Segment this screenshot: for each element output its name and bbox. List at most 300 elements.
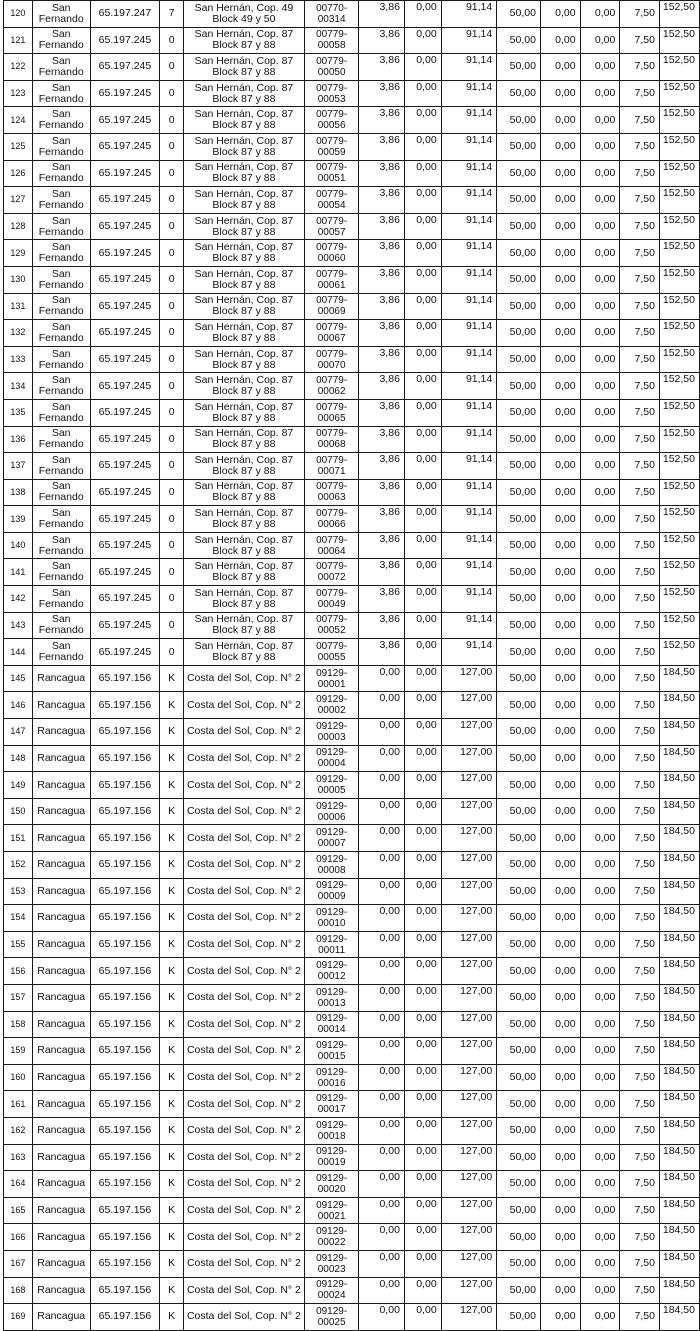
value-c-cell: 91,14: [441, 240, 497, 267]
value-b-cell: 0,00: [404, 426, 441, 453]
value-a-cell: 3,86: [359, 320, 405, 347]
dv-cell: 0: [160, 54, 184, 81]
dv-cell: K: [160, 958, 184, 985]
value-d-cell: 50,00: [497, 958, 541, 985]
commune-cell: Rancagua: [32, 1064, 90, 1091]
value-d-cell: 50,00: [497, 1, 541, 28]
value-e-cell: 0,00: [540, 133, 580, 160]
value-g-cell: 7,50: [620, 1038, 660, 1065]
total-cell: 184,50: [659, 1091, 699, 1118]
table-row: [4, 27, 700, 54]
commune-cell: Rancagua: [32, 1304, 90, 1331]
row-number-cell: 147: [4, 719, 33, 746]
value-g-cell: 7,50: [620, 1277, 660, 1304]
rut-cell: 65.197.245: [90, 54, 160, 81]
value-f-cell: 0,00: [580, 240, 620, 267]
value-g-cell: 7,50: [620, 266, 660, 293]
total-cell: 152,50: [659, 213, 699, 240]
value-b-cell: 0,00: [404, 54, 441, 81]
value-g-cell: 7,50: [620, 1091, 660, 1118]
value-c-cell: 127,00: [441, 1171, 497, 1198]
table-row: [4, 266, 700, 293]
value-e-cell: 0,00: [540, 612, 580, 639]
address-cell: San Hernán, Cop. 87 Block 87 y 88: [183, 612, 304, 639]
value-f-cell: 0,00: [580, 107, 620, 134]
lot-number-cell: 09129-00025: [304, 1304, 359, 1331]
value-e-cell: 0,00: [540, 931, 580, 958]
commune-cell: Rancagua: [32, 1171, 90, 1198]
dv-cell: 0: [160, 532, 184, 559]
value-c-cell: 127,00: [441, 798, 497, 825]
value-b-cell: 0,00: [404, 373, 441, 400]
table-row: [4, 107, 700, 134]
value-b-cell: 0,00: [404, 187, 441, 214]
value-c-cell: 127,00: [441, 1064, 497, 1091]
total-cell: 184,50: [659, 931, 699, 958]
value-e-cell: 0,00: [540, 825, 580, 852]
value-a-cell: 0,00: [359, 1117, 405, 1144]
row-number-cell: 150: [4, 798, 33, 825]
value-b-cell: 0,00: [404, 1064, 441, 1091]
commune-cell: San Fernando: [32, 187, 90, 214]
address-cell: Costa del Sol, Cop. N° 2: [183, 1011, 304, 1038]
dv-cell: 0: [160, 453, 184, 480]
value-e-cell: 0,00: [540, 586, 580, 613]
value-b-cell: 0,00: [404, 745, 441, 772]
row-number-cell: 131: [4, 293, 33, 320]
rut-cell: 65.197.245: [90, 399, 160, 426]
value-e-cell: 0,00: [540, 905, 580, 932]
lot-number-cell: 09129-00013: [304, 984, 359, 1011]
rut-cell: 65.197.245: [90, 426, 160, 453]
rut-cell: 65.197.245: [90, 559, 160, 586]
total-cell: 152,50: [659, 187, 699, 214]
value-f-cell: 0,00: [580, 1304, 620, 1331]
total-cell: 152,50: [659, 1, 699, 28]
value-d-cell: 50,00: [497, 1011, 541, 1038]
row-number-cell: 162: [4, 1117, 33, 1144]
table-row: [4, 213, 700, 240]
commune-cell: Rancagua: [32, 1011, 90, 1038]
dv-cell: K: [160, 665, 184, 692]
value-b-cell: 0,00: [404, 266, 441, 293]
commune-cell: San Fernando: [32, 107, 90, 134]
dv-cell: 0: [160, 373, 184, 400]
value-b-cell: 0,00: [404, 213, 441, 240]
value-f-cell: 0,00: [580, 798, 620, 825]
table-row: [4, 54, 700, 81]
commune-cell: San Fernando: [32, 399, 90, 426]
value-g-cell: 7,50: [620, 984, 660, 1011]
value-a-cell: 3,86: [359, 426, 405, 453]
address-cell: San Hernán, Cop. 87 Block 87 y 88: [183, 27, 304, 54]
rut-cell: 65.197.245: [90, 187, 160, 214]
value-c-cell: 127,00: [441, 878, 497, 905]
value-f-cell: 0,00: [580, 825, 620, 852]
value-f-cell: 0,00: [580, 54, 620, 81]
dv-cell: K: [160, 905, 184, 932]
address-cell: Costa del Sol, Cop. N° 2: [183, 719, 304, 746]
value-g-cell: 7,50: [620, 240, 660, 267]
address-cell: San Hernán, Cop. 87 Block 87 y 88: [183, 54, 304, 81]
commune-cell: San Fernando: [32, 213, 90, 240]
value-c-cell: 91,14: [441, 27, 497, 54]
value-e-cell: 0,00: [540, 373, 580, 400]
value-d-cell: 50,00: [497, 745, 541, 772]
value-f-cell: 0,00: [580, 532, 620, 559]
rut-cell: 65.197.156: [90, 1171, 160, 1198]
dv-cell: K: [160, 745, 184, 772]
value-a-cell: 0,00: [359, 1091, 405, 1118]
commune-cell: Rancagua: [32, 772, 90, 799]
value-b-cell: 0,00: [404, 772, 441, 799]
value-d-cell: 50,00: [497, 665, 541, 692]
address-cell: Costa del Sol, Cop. N° 2: [183, 878, 304, 905]
value-a-cell: 3,86: [359, 187, 405, 214]
total-cell: 184,50: [659, 798, 699, 825]
value-d-cell: 50,00: [497, 506, 541, 533]
address-cell: San Hernán, Cop. 87 Block 87 y 88: [183, 187, 304, 214]
value-e-cell: 0,00: [540, 692, 580, 719]
lot-number-cell: 00779-00059: [304, 133, 359, 160]
total-cell: 184,50: [659, 1117, 699, 1144]
value-a-cell: 3,86: [359, 160, 405, 187]
address-cell: San Hernán, Cop. 49 Block 49 y 50: [183, 1, 304, 28]
value-e-cell: 0,00: [540, 852, 580, 879]
lot-number-cell: 00779-00061: [304, 266, 359, 293]
table-row: [4, 399, 700, 426]
dv-cell: 0: [160, 160, 184, 187]
dv-cell: 0: [160, 320, 184, 347]
value-b-cell: 0,00: [404, 80, 441, 107]
total-cell: 152,50: [659, 373, 699, 400]
value-a-cell: 0,00: [359, 931, 405, 958]
value-g-cell: 7,50: [620, 1144, 660, 1171]
lot-number-cell: 09129-00011: [304, 931, 359, 958]
address-cell: San Hernán, Cop. 87 Block 87 y 88: [183, 426, 304, 453]
value-b-cell: 0,00: [404, 1, 441, 28]
value-a-cell: 0,00: [359, 1171, 405, 1198]
lot-number-cell: 00779-00050: [304, 54, 359, 81]
lot-number-cell: 09129-00018: [304, 1117, 359, 1144]
value-b-cell: 0,00: [404, 453, 441, 480]
table-row: [4, 1011, 700, 1038]
table-row: [4, 1277, 700, 1304]
value-c-cell: 127,00: [441, 931, 497, 958]
dv-cell: K: [160, 719, 184, 746]
row-number-cell: 154: [4, 905, 33, 932]
value-a-cell: 3,86: [359, 612, 405, 639]
table-row: [4, 532, 700, 559]
table-row: [4, 160, 700, 187]
dv-cell: 0: [160, 506, 184, 533]
table-row: [4, 639, 700, 666]
commune-cell: Rancagua: [32, 719, 90, 746]
value-d-cell: 50,00: [497, 1171, 541, 1198]
value-b-cell: 0,00: [404, 931, 441, 958]
value-f-cell: 0,00: [580, 1064, 620, 1091]
value-e-cell: 0,00: [540, 213, 580, 240]
row-number-cell: 140: [4, 532, 33, 559]
dv-cell: 0: [160, 240, 184, 267]
row-number-cell: 138: [4, 479, 33, 506]
value-b-cell: 0,00: [404, 612, 441, 639]
value-c-cell: 91,14: [441, 506, 497, 533]
dv-cell: K: [160, 692, 184, 719]
total-cell: 184,50: [659, 1171, 699, 1198]
dv-cell: K: [160, 852, 184, 879]
value-g-cell: 7,50: [620, 506, 660, 533]
value-g-cell: 7,50: [620, 1117, 660, 1144]
value-b-cell: 0,00: [404, 27, 441, 54]
total-cell: 152,50: [659, 453, 699, 480]
table-row: [4, 1038, 700, 1065]
address-cell: Costa del Sol, Cop. N° 2: [183, 958, 304, 985]
total-cell: 152,50: [659, 346, 699, 373]
table-row: [4, 1250, 700, 1277]
commune-cell: San Fernando: [32, 559, 90, 586]
value-b-cell: 0,00: [404, 532, 441, 559]
rut-cell: 65.197.156: [90, 852, 160, 879]
value-a-cell: 0,00: [359, 1277, 405, 1304]
value-c-cell: 91,14: [441, 80, 497, 107]
value-f-cell: 0,00: [580, 373, 620, 400]
value-f-cell: 0,00: [580, 160, 620, 187]
dv-cell: K: [160, 1224, 184, 1251]
address-cell: San Hernán, Cop. 87 Block 87 y 88: [183, 639, 304, 666]
table-row: [4, 931, 700, 958]
value-d-cell: 50,00: [497, 479, 541, 506]
row-number-cell: 167: [4, 1250, 33, 1277]
lot-number-cell: 00779-00071: [304, 453, 359, 480]
rut-cell: 65.197.156: [90, 1144, 160, 1171]
total-cell: 152,50: [659, 240, 699, 267]
rut-cell: 65.197.156: [90, 984, 160, 1011]
rut-cell: 65.197.245: [90, 213, 160, 240]
dv-cell: 0: [160, 187, 184, 214]
lot-number-cell: 00779-00068: [304, 426, 359, 453]
value-a-cell: 0,00: [359, 984, 405, 1011]
value-c-cell: 91,14: [441, 266, 497, 293]
address-cell: Costa del Sol, Cop. N° 2: [183, 1197, 304, 1224]
value-c-cell: 91,14: [441, 453, 497, 480]
row-number-cell: 125: [4, 133, 33, 160]
commune-cell: San Fernando: [32, 532, 90, 559]
lot-number-cell: 00779-00064: [304, 532, 359, 559]
value-e-cell: 0,00: [540, 1038, 580, 1065]
commune-cell: San Fernando: [32, 373, 90, 400]
value-d-cell: 50,00: [497, 798, 541, 825]
table-row: [4, 958, 700, 985]
value-g-cell: 7,50: [620, 719, 660, 746]
value-a-cell: 3,86: [359, 133, 405, 160]
value-b-cell: 0,00: [404, 905, 441, 932]
dv-cell: 0: [160, 346, 184, 373]
dv-cell: K: [160, 1277, 184, 1304]
commune-cell: Rancagua: [32, 1091, 90, 1118]
commune-cell: Rancagua: [32, 852, 90, 879]
address-cell: San Hernán, Cop. 87 Block 87 y 88: [183, 586, 304, 613]
table-row: [4, 825, 700, 852]
value-c-cell: 127,00: [441, 1091, 497, 1118]
row-number-cell: 153: [4, 878, 33, 905]
value-c-cell: 127,00: [441, 1304, 497, 1331]
address-cell: San Hernán, Cop. 87 Block 87 y 88: [183, 240, 304, 267]
value-c-cell: 91,14: [441, 426, 497, 453]
value-d-cell: 50,00: [497, 878, 541, 905]
value-f-cell: 0,00: [580, 1091, 620, 1118]
address-cell: San Hernán, Cop. 87 Block 87 y 88: [183, 107, 304, 134]
commune-cell: San Fernando: [32, 133, 90, 160]
value-e-cell: 0,00: [540, 27, 580, 54]
value-a-cell: 3,86: [359, 80, 405, 107]
value-e-cell: 0,00: [540, 293, 580, 320]
value-f-cell: 0,00: [580, 80, 620, 107]
value-a-cell: 0,00: [359, 1038, 405, 1065]
value-d-cell: 50,00: [497, 1250, 541, 1277]
value-a-cell: 0,00: [359, 1011, 405, 1038]
value-a-cell: 3,86: [359, 559, 405, 586]
value-c-cell: 127,00: [441, 905, 497, 932]
value-e-cell: 0,00: [540, 532, 580, 559]
value-g-cell: 7,50: [620, 905, 660, 932]
row-number-cell: 155: [4, 931, 33, 958]
value-g-cell: 7,50: [620, 692, 660, 719]
value-a-cell: 3,86: [359, 1, 405, 28]
value-e-cell: 0,00: [540, 399, 580, 426]
table-row: [4, 719, 700, 746]
dv-cell: 7: [160, 1, 184, 28]
row-number-cell: 130: [4, 266, 33, 293]
rut-cell: 65.197.245: [90, 453, 160, 480]
lot-number-cell: 09129-00007: [304, 825, 359, 852]
address-cell: San Hernán, Cop. 87 Block 87 y 88: [183, 133, 304, 160]
total-cell: 184,50: [659, 878, 699, 905]
address-cell: Costa del Sol, Cop. N° 2: [183, 772, 304, 799]
value-d-cell: 50,00: [497, 719, 541, 746]
table-row: [4, 293, 700, 320]
value-b-cell: 0,00: [404, 1171, 441, 1198]
dv-cell: 0: [160, 612, 184, 639]
value-d-cell: 50,00: [497, 240, 541, 267]
value-a-cell: 3,86: [359, 373, 405, 400]
value-f-cell: 0,00: [580, 293, 620, 320]
value-a-cell: 0,00: [359, 719, 405, 746]
lot-number-cell: 09129-00005: [304, 772, 359, 799]
value-b-cell: 0,00: [404, 1250, 441, 1277]
value-g-cell: 7,50: [620, 80, 660, 107]
value-d-cell: 50,00: [497, 612, 541, 639]
lot-number-cell: 09129-00020: [304, 1171, 359, 1198]
value-d-cell: 50,00: [497, 852, 541, 879]
value-e-cell: 0,00: [540, 639, 580, 666]
dv-cell: K: [160, 1064, 184, 1091]
total-cell: 184,50: [659, 1304, 699, 1331]
row-number-cell: 137: [4, 453, 33, 480]
value-g-cell: 7,50: [620, 639, 660, 666]
address-cell: Costa del Sol, Cop. N° 2: [183, 1117, 304, 1144]
value-f-cell: 0,00: [580, 453, 620, 480]
value-f-cell: 0,00: [580, 1197, 620, 1224]
commune-cell: San Fernando: [32, 346, 90, 373]
value-d-cell: 50,00: [497, 453, 541, 480]
lot-number-cell: 09129-00022: [304, 1224, 359, 1251]
total-cell: 184,50: [659, 1144, 699, 1171]
row-number-cell: 128: [4, 213, 33, 240]
value-g-cell: 7,50: [620, 1064, 660, 1091]
row-number-cell: 156: [4, 958, 33, 985]
value-d-cell: 50,00: [497, 213, 541, 240]
value-d-cell: 50,00: [497, 692, 541, 719]
value-f-cell: 0,00: [580, 1171, 620, 1198]
value-d-cell: 50,00: [497, 1304, 541, 1331]
value-f-cell: 0,00: [580, 133, 620, 160]
commune-cell: Rancagua: [32, 931, 90, 958]
row-number-cell: 152: [4, 852, 33, 879]
value-g-cell: 7,50: [620, 54, 660, 81]
value-e-cell: 0,00: [540, 1011, 580, 1038]
value-f-cell: 0,00: [580, 1277, 620, 1304]
value-c-cell: 91,14: [441, 639, 497, 666]
dv-cell: 0: [160, 27, 184, 54]
value-d-cell: 50,00: [497, 1197, 541, 1224]
rut-cell: 65.197.156: [90, 798, 160, 825]
value-e-cell: 0,00: [540, 80, 580, 107]
rut-cell: 65.197.245: [90, 107, 160, 134]
value-a-cell: 0,00: [359, 798, 405, 825]
lot-number-cell: 09129-00017: [304, 1091, 359, 1118]
value-b-cell: 0,00: [404, 852, 441, 879]
address-cell: Costa del Sol, Cop. N° 2: [183, 1224, 304, 1251]
value-b-cell: 0,00: [404, 719, 441, 746]
value-e-cell: 0,00: [540, 1277, 580, 1304]
value-e-cell: 0,00: [540, 1171, 580, 1198]
dv-cell: K: [160, 825, 184, 852]
rut-cell: 65.197.245: [90, 266, 160, 293]
rut-cell: 65.197.245: [90, 27, 160, 54]
value-e-cell: 0,00: [540, 266, 580, 293]
value-b-cell: 0,00: [404, 1117, 441, 1144]
value-c-cell: 91,14: [441, 612, 497, 639]
table-row: [4, 586, 700, 613]
value-b-cell: 0,00: [404, 825, 441, 852]
row-number-cell: 158: [4, 1011, 33, 1038]
value-a-cell: 0,00: [359, 692, 405, 719]
value-f-cell: 0,00: [580, 1224, 620, 1251]
value-f-cell: 0,00: [580, 1038, 620, 1065]
value-c-cell: 127,00: [441, 852, 497, 879]
value-b-cell: 0,00: [404, 160, 441, 187]
value-b-cell: 0,00: [404, 665, 441, 692]
value-c-cell: 91,14: [441, 187, 497, 214]
value-g-cell: 7,50: [620, 1011, 660, 1038]
value-e-cell: 0,00: [540, 772, 580, 799]
address-cell: Costa del Sol, Cop. N° 2: [183, 692, 304, 719]
total-cell: 152,50: [659, 612, 699, 639]
commune-cell: Rancagua: [32, 1250, 90, 1277]
value-a-cell: 0,00: [359, 825, 405, 852]
total-cell: 184,50: [659, 692, 699, 719]
commune-cell: San Fernando: [32, 639, 90, 666]
table-row: [4, 1144, 700, 1171]
lot-number-cell: 00779-00070: [304, 346, 359, 373]
lot-number-cell: 00770-00314: [304, 1, 359, 28]
commune-cell: Rancagua: [32, 665, 90, 692]
rut-cell: 65.197.156: [90, 1117, 160, 1144]
value-a-cell: 3,86: [359, 54, 405, 81]
row-number-cell: 132: [4, 320, 33, 347]
dv-cell: K: [160, 931, 184, 958]
